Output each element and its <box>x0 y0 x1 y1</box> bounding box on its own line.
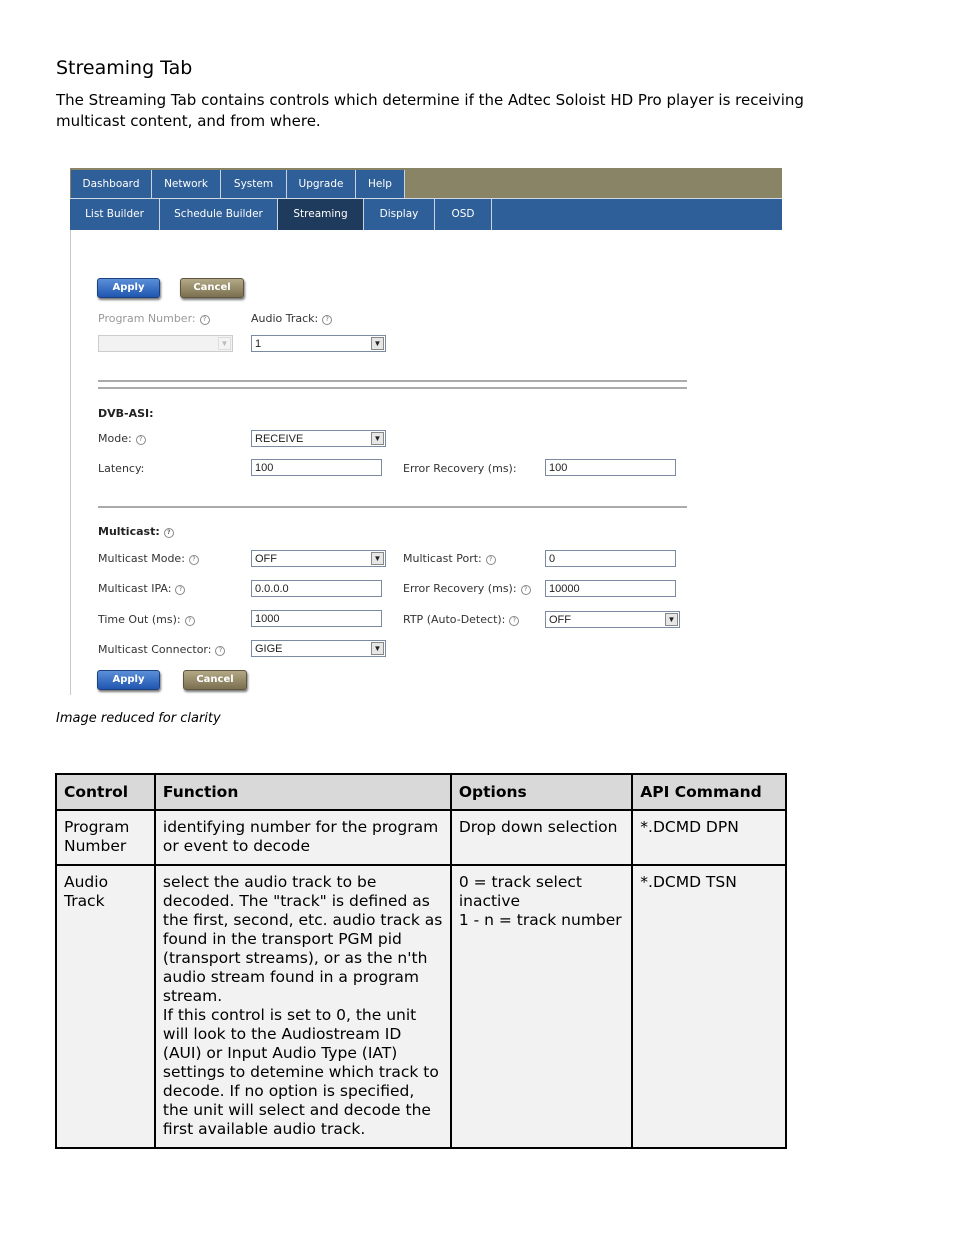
mode-select[interactable]: RECEIVE ▼ <box>251 430 386 447</box>
program-number-label: Program Number: ? <box>98 312 210 325</box>
tab-list-builder[interactable]: List Builder <box>70 199 160 230</box>
help-icon[interactable]: ? <box>509 616 519 626</box>
section-heading: Streaming Tab <box>56 57 193 79</box>
timeout-input[interactable]: 1000 <box>251 610 382 627</box>
rtp-select[interactable]: OFF ▼ <box>545 611 680 628</box>
tab-network[interactable]: Network <box>152 170 221 198</box>
mc-error-recovery-input[interactable]: 10000 <box>545 580 676 597</box>
help-icon[interactable]: ? <box>189 555 199 565</box>
help-icon[interactable]: ? <box>164 528 174 538</box>
mode-label: Mode: ? <box>98 432 146 445</box>
multicast-mode-select[interactable]: OFF ▼ <box>251 550 386 567</box>
image-caption: Image reduced for clarity <box>56 711 221 726</box>
mc-error-recovery-label: Error Recovery (ms): ? <box>403 582 531 595</box>
table-header-row <box>56 774 786 810</box>
tab-upgrade[interactable]: Upgrade <box>287 170 356 198</box>
multicast-mode-label: Multicast Mode: ? <box>98 552 199 565</box>
tab-system[interactable]: System <box>221 170 287 198</box>
help-icon[interactable]: ? <box>486 555 496 565</box>
multicast-title: Multicast: ? <box>98 525 174 538</box>
apply-button[interactable]: Apply <box>97 278 160 298</box>
tab-osd[interactable]: OSD <box>435 199 492 230</box>
column-header: Control <box>56 774 155 810</box>
timeout-label: Time Out (ms): ? <box>98 613 195 626</box>
rtp-label: RTP (Auto-Detect): ? <box>403 613 519 626</box>
apply-button-bottom[interactable]: Apply <box>97 670 160 690</box>
chevron-down-icon: ▼ <box>218 337 231 350</box>
connector-label: Multicast Connector: ? <box>98 643 225 656</box>
table-cell: *.DCMD DPN <box>632 810 786 865</box>
column-header: API Command <box>632 774 786 810</box>
cancel-button[interactable]: Cancel <box>180 278 244 298</box>
audio-track-label: Audio Track: ? <box>251 312 332 325</box>
streaming-tab-screenshot <box>70 168 782 695</box>
help-icon[interactable]: ? <box>200 315 210 325</box>
multicast-port-label: Multicast Port: ? <box>403 552 496 565</box>
connector-select[interactable]: GIGE ▼ <box>251 640 386 657</box>
help-icon[interactable]: ? <box>322 315 332 325</box>
sub-nav <box>70 198 782 230</box>
table-cell: Audio Track <box>56 865 155 1148</box>
tab-display[interactable]: Display <box>364 199 435 230</box>
help-icon[interactable]: ? <box>175 585 185 595</box>
help-icon[interactable]: ? <box>185 616 195 626</box>
help-icon[interactable]: ? <box>215 646 225 656</box>
chevron-down-icon: ▼ <box>665 613 678 626</box>
audio-track-select[interactable]: 1 ▼ <box>251 335 386 352</box>
tab-streaming[interactable]: Streaming <box>278 199 364 230</box>
intro-paragraph: The Streaming Tab contains controls which determine if the Adtec Soloist HD Pro player is receiving multicast content, and from where. <box>56 91 804 130</box>
latency-label: Latency: <box>98 462 145 475</box>
column-header: Options <box>451 774 632 810</box>
chevron-down-icon: ▼ <box>371 337 384 350</box>
table-cell: Program Number <box>56 810 155 865</box>
chevron-down-icon: ▼ <box>371 432 384 445</box>
chevron-down-icon: ▼ <box>371 642 384 655</box>
asi-error-recovery-input[interactable]: 100 <box>545 459 676 476</box>
help-icon[interactable]: ? <box>521 585 531 595</box>
program-number-select[interactable] <box>98 335 233 352</box>
table-cell: identifying number for the program or event to decode <box>155 810 451 865</box>
table-row <box>56 865 786 1148</box>
asi-error-recovery-label: Error Recovery (ms): <box>403 462 517 475</box>
table-cell: *.DCMD TSN <box>632 865 786 1148</box>
column-header: Function <box>155 774 451 810</box>
controls-table <box>55 773 787 1149</box>
multicast-ipa-input[interactable]: 0.0.0.0 <box>251 580 382 597</box>
multicast-ipa-label: Multicast IPA: ? <box>98 582 185 595</box>
multicast-port-input[interactable]: 0 <box>545 550 676 567</box>
tab-dashboard[interactable]: Dashboard <box>71 170 152 198</box>
dvb-asi-title: DVB-ASI: <box>98 407 154 420</box>
tab-schedule-builder[interactable]: Schedule Builder <box>160 199 278 230</box>
table-cell: 0 = track select inactive 1 - n = track number <box>451 865 632 1148</box>
chevron-down-icon: ▼ <box>371 552 384 565</box>
table-row <box>56 810 786 865</box>
cancel-button-bottom[interactable]: Cancel <box>183 670 247 690</box>
help-icon[interactable]: ? <box>136 435 146 445</box>
table-cell: select the audio track to be decoded. The "track" is defined as the first, second, etc. audio track as found in the transport PGM pid (transport streams), or as the n'th audio stream found in a program stream. If this control is set to 0, the unit will look to the Audiostream ID (AUI) or Input Audio Type (IAT) settings to detemine which track to decode. If no option is specified, the unit will select and decode the first available audio track. <box>155 865 451 1148</box>
latency-input[interactable]: 100 <box>251 459 382 476</box>
table-cell: Drop down selection <box>451 810 632 865</box>
tab-help[interactable]: Help <box>356 170 405 198</box>
top-nav <box>70 168 782 198</box>
